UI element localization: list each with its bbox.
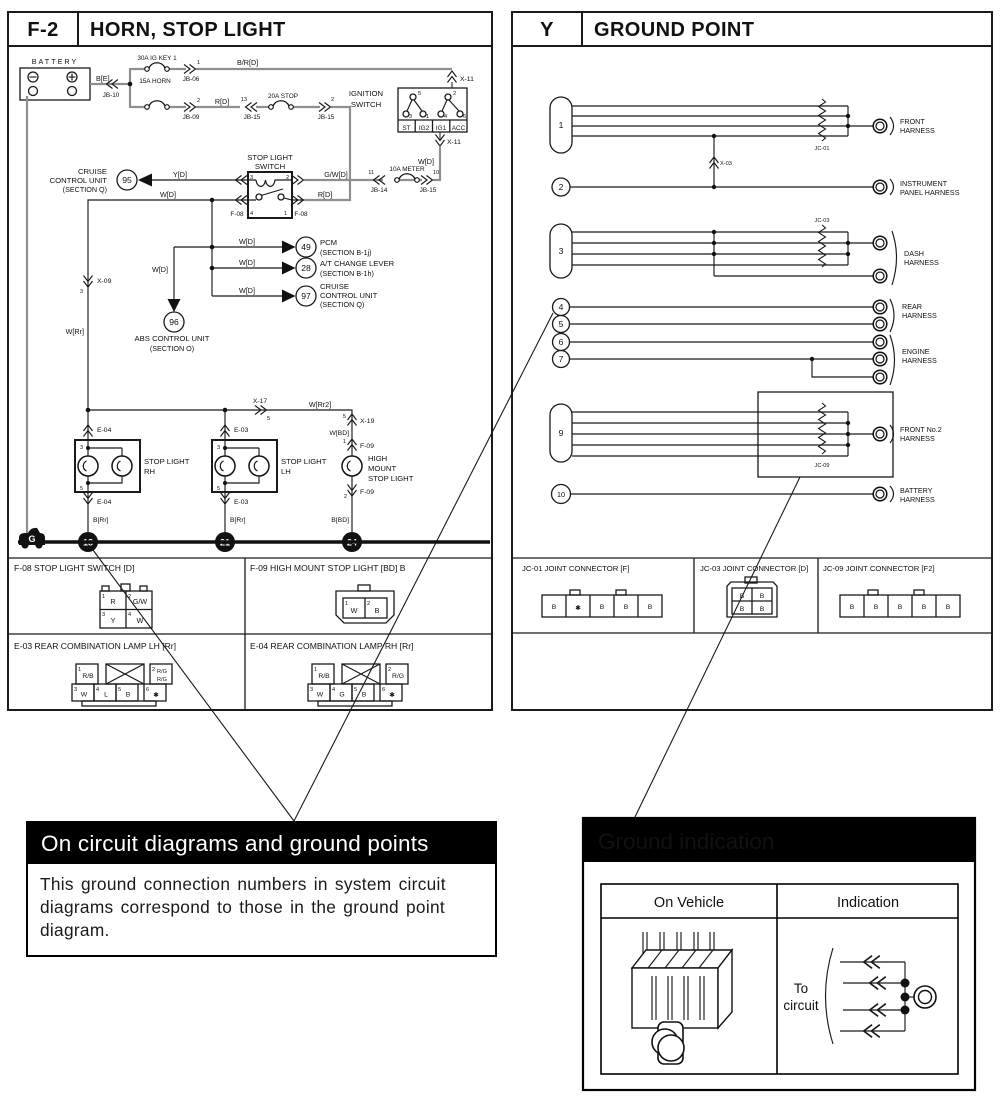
e04-cell-b: B: [361, 691, 367, 699]
cruise95-line1: CRUISE: [77, 167, 107, 176]
panel-horn-stop-light: [8, 12, 492, 710]
circuit-diagrams-callout-body: This ground connection numbers in system circuit diagrams correspond to those in the ground point diagram.: [40, 874, 446, 941]
jc01-cell-2: ✱: [575, 605, 581, 612]
ground-18-number: 18: [82, 537, 94, 548]
ignition-label-2: SWITCH: [350, 100, 382, 109]
joint-connector-zigzag-icon: [819, 99, 826, 141]
sw-pin-2: 2: [286, 175, 290, 181]
connector-chevron-icon: [246, 103, 258, 112]
bulb-icon: [249, 456, 269, 476]
e04-cell-asterisk: ✱: [389, 692, 395, 699]
ground-terminal-icon: [873, 352, 887, 366]
e03-pin-3: 3: [74, 687, 78, 693]
jc01-cell-3: B: [599, 604, 605, 611]
joint-connector-zigzag-icon: [819, 403, 826, 454]
jc09-label: JC-09: [814, 463, 830, 469]
wire-wd: W[D]: [160, 190, 176, 199]
ground-24-number: 24: [346, 537, 358, 548]
front2-line2: HARNESS: [900, 434, 935, 443]
connector-chevron-icon: [448, 71, 457, 83]
lamp-bus: [86, 398, 375, 456]
dash-line2: HARNESS: [904, 258, 939, 267]
f08-right-label: F-08: [294, 211, 308, 218]
ground-terminal-icon: [873, 180, 887, 194]
f09-pin-1: 1: [345, 601, 349, 607]
f09-cell-w: W: [350, 606, 358, 615]
switch-label-1: STOP LIGHT: [247, 153, 293, 162]
fuse-10a: 10A METER: [389, 166, 425, 173]
x19-label: X-19: [360, 418, 375, 425]
at-lever-line1: A/T CHANGE LEVER: [320, 259, 395, 268]
circle-96: 96: [169, 317, 179, 327]
wire-wd5: W[D]: [239, 286, 255, 295]
engine-line2: HARNESS: [902, 356, 937, 365]
f08-pin-1: 1: [102, 594, 106, 600]
e04-pin-bot: 5: [80, 486, 84, 492]
ground-6: 6: [558, 337, 564, 347]
e04-pin-top: 3: [80, 445, 84, 451]
battery-label: BATTERY: [31, 57, 79, 66]
circuit-diagrams-callout-title: On circuit diagrams and ground points: [41, 830, 429, 856]
lamp-lh-line1: STOP LIGHT: [281, 457, 327, 466]
f09-top-pin: 1: [342, 439, 346, 445]
wire-wd3: W[D]: [239, 237, 255, 246]
f09-top-label: F-09: [360, 443, 374, 450]
left-panel-title: HORN, STOP LIGHT: [90, 19, 286, 41]
cruise95-line2: CONTROL UNIT: [49, 176, 107, 185]
col-indication: Indication: [836, 895, 900, 911]
pcm-49: [282, 237, 372, 257]
e03-cell-rb: R/B: [82, 673, 94, 680]
ign-pin-1: 1: [426, 114, 430, 120]
connector-detail-jc03: [700, 564, 808, 617]
bulb-icon: [215, 456, 235, 476]
wire-brd: B/R[D]: [237, 58, 259, 67]
x03-label: X-03: [720, 161, 732, 167]
ground-indication-title: Ground indication: [598, 829, 775, 854]
high-mount-line2: MOUNT: [368, 464, 397, 473]
pcm-line1: PCM: [320, 238, 338, 247]
stop-light-switch: [230, 153, 308, 218]
at-lever-line2: (SECTION B-1h): [320, 269, 374, 278]
front2-line1: FRONT No.2: [900, 425, 942, 434]
connector-chevron-icon: [319, 103, 331, 112]
x17-label: X-17: [252, 398, 268, 405]
jb06-label: JB-06: [182, 76, 200, 83]
wire-bbd: B[BD]: [331, 517, 349, 524]
f09-cell-b: B: [374, 606, 380, 615]
e03-pin-1: 1: [78, 667, 82, 673]
arrow-right-icon: [282, 262, 296, 275]
x17-pin: 5: [267, 416, 271, 422]
wire-wd-ign: W[D]: [418, 157, 434, 166]
dash-line1: DASH: [904, 249, 924, 258]
f08-box-title: F-08 STOP LIGHT SWITCH [D]: [14, 563, 135, 573]
ground-row-1-front: [550, 97, 935, 187]
to-circuit-line2: circuit: [783, 998, 819, 1013]
e04-cell-w: W: [316, 691, 324, 699]
circuit-diagrams-callout-title-bar: [28, 823, 495, 864]
wire-wrr: W[Rr]: [65, 327, 84, 336]
ground-terminal-icon: [873, 300, 887, 314]
jc09-cell-2: B: [873, 604, 879, 611]
joint-connector-zigzag-icon: [819, 225, 826, 267]
ground-terminal-icon: [873, 236, 887, 250]
connector-detail-e03: [14, 641, 176, 706]
fuse-icon: [269, 101, 294, 110]
front-harness-line1: FRONT: [900, 117, 925, 126]
stop-light-lh: [212, 410, 327, 552]
wire-wrr2: W[Rr2]: [308, 400, 332, 409]
e03-cell-l: L: [104, 691, 108, 699]
wire-rd: R[D]: [214, 97, 230, 106]
jc01-cell-5: B: [647, 604, 653, 611]
fuse-30a: 30A IG KEY 1: [137, 55, 177, 62]
e03-pin-5: 5: [118, 687, 122, 693]
circuit-diagrams-callout: [26, 821, 497, 957]
jb10-label: JB-10: [102, 92, 120, 99]
e04-cell-g: G: [339, 691, 345, 699]
arrow-right-icon: [282, 290, 296, 303]
circle-49: 49: [301, 242, 311, 252]
ignition-switch: [349, 71, 474, 166]
arrow-down-icon: [168, 299, 181, 312]
circle-28: 28: [301, 263, 311, 273]
e03-top-label: E-03: [234, 427, 249, 434]
jb15b-pin: 2: [331, 97, 335, 103]
jc09-cell-4: B: [921, 604, 927, 611]
x11-top-label: X-11: [460, 76, 474, 83]
jc03-cell-2: B: [759, 593, 765, 600]
f08-pin-4: 4: [128, 612, 132, 618]
jc09-cell-5: B: [945, 604, 951, 611]
jc01-cell-1: B: [551, 604, 557, 611]
cruise-control-97: [282, 282, 378, 309]
e03-pin-bot: 5: [217, 486, 221, 492]
right-panel-title: GROUND POINT: [594, 19, 755, 41]
ground-terminal-icon: [873, 487, 887, 501]
connector-detail-jc01: [522, 564, 662, 617]
jb09-label: JB-09: [182, 114, 200, 121]
abs-line2: (SECTION O): [149, 344, 195, 353]
x09-label: X-09: [97, 278, 112, 285]
wire-yd: Y[D]: [173, 170, 187, 179]
ground-g-label: G: [28, 534, 36, 544]
ignition-label-1: IGNITION: [348, 89, 384, 98]
wire-wd2: W[D]: [152, 265, 168, 274]
bulb-icon: [112, 456, 132, 476]
cruise97-line2: CONTROL UNIT: [320, 291, 378, 300]
instrument-line1: INSTRUMENT: [900, 179, 948, 188]
front-harness-line2: HARNESS: [900, 126, 935, 135]
fuse-icon: [145, 101, 170, 110]
f08-cell-r: R: [110, 597, 116, 606]
battery-symbol: [20, 57, 90, 100]
arrow-left-icon: [138, 174, 152, 187]
ground-terminal-icon: [873, 370, 887, 384]
col-on-vehicle: On Vehicle: [653, 895, 725, 911]
circle-95: 95: [122, 175, 132, 185]
bulb-icon: [342, 456, 362, 476]
ground-terminal-icon: [873, 335, 887, 349]
high-mount-stop-light: [331, 454, 413, 552]
e04-box-title: E-04 REAR COMBINATION LAMP RH [Rr]: [250, 641, 414, 651]
jb15b-label: JB-15: [317, 114, 335, 121]
connector-chevron-icon: [421, 176, 433, 185]
ign-pin-6: 6: [463, 114, 467, 120]
wire-wbd: W[BD]: [329, 430, 349, 437]
battery-harness-line2: HARNESS: [900, 495, 935, 504]
f08-cell-w: W: [136, 616, 144, 625]
bulb-icon: [78, 456, 98, 476]
e03-cell-rg1: R/G: [157, 669, 167, 675]
wire-b-e: B[E]: [96, 74, 110, 83]
jb14-label: JB-14: [370, 187, 388, 194]
e04-cell-rg: R/G: [391, 673, 405, 680]
switch-label-2: SWITCH: [254, 162, 286, 171]
connector-chevron-icon: [292, 176, 304, 185]
jc01-label: JC-01: [814, 146, 830, 152]
jc01-cell-4: B: [623, 604, 629, 611]
f08-cell-gw: G/W: [132, 597, 148, 606]
f09-pin-2: 2: [367, 601, 371, 607]
ign-cell-st: ST: [402, 125, 411, 132]
wire-brr-lh: B[Rr]: [230, 517, 246, 524]
car-ground-icon: [19, 528, 45, 549]
ign-pin-4: 4: [444, 114, 448, 120]
ign-pin-2: 2: [453, 91, 457, 97]
e03-bot-label: E-03: [234, 499, 249, 506]
e04-pin-5: 5: [354, 687, 358, 693]
ground-terminal-icon: [873, 269, 887, 283]
lamp-rh-line2: RH: [144, 467, 156, 476]
jb14-pin: 11: [368, 170, 374, 176]
f09-bot-label: F-09: [360, 489, 374, 496]
f09-bot-pin: 2: [343, 494, 347, 500]
jb09-pin: 2: [197, 98, 201, 104]
connector-detail-e04: [250, 641, 413, 706]
jb15a-pin: 13: [240, 97, 247, 103]
x11-bottom-label: X-11: [447, 139, 461, 146]
wd-wire-net: [88, 190, 282, 410]
e04-top-label: E-04: [97, 427, 112, 434]
cruise97-line1: CRUISE: [320, 282, 350, 291]
fuse-15a: 15A HORN: [139, 78, 171, 85]
ground-9: 9: [558, 428, 564, 438]
e03-cell-rg2: R/G: [157, 677, 167, 683]
e04-bot-label: E-04: [97, 499, 112, 506]
ground-21-number: 21: [219, 537, 231, 548]
e04-pin-6: 6: [382, 687, 386, 693]
e03-cell-b: B: [125, 691, 131, 699]
abs-control-96: [135, 299, 210, 353]
ign-pin-5: 5: [418, 91, 422, 97]
at-change-lever-28: [282, 258, 395, 278]
jb06-pin: 1: [197, 60, 201, 66]
pcm-line2: (SECTION B-1j): [320, 248, 372, 257]
e04-cell-rb: R/B: [318, 673, 330, 680]
jc03-cell-3: B: [739, 606, 745, 613]
rear-line1: REAR: [902, 302, 922, 311]
e03-pin-6: 6: [146, 687, 150, 693]
x19-pin: 5: [342, 414, 346, 420]
f09-box-title: F-09 HIGH MOUNT STOP LIGHT [BD] B: [250, 563, 406, 573]
fuse-icon: [145, 63, 170, 72]
wire-rd2: R[D]: [317, 190, 333, 199]
high-mount-line1: HIGH: [368, 454, 388, 463]
sw-pin-1: 1: [284, 211, 288, 217]
ground-row-2-instrument: [552, 178, 960, 197]
fuse-20a: 20A STOP: [267, 93, 299, 100]
e04-pin-3: 3: [310, 687, 314, 693]
ground-4: 4: [558, 302, 564, 312]
e03-pin-4: 4: [96, 687, 100, 693]
panel-ground-point: [512, 12, 992, 710]
ign-cell-ig1: IG1: [435, 125, 447, 132]
jc09-cell-1: B: [849, 604, 855, 611]
connector-detail-jc09: [823, 564, 960, 617]
circle-97: 97: [301, 291, 311, 301]
ign-cell-ig2: IG2: [418, 125, 430, 132]
f08-left-label: F-08: [230, 211, 244, 218]
ground-row-10-battery: [552, 485, 935, 505]
sw-pin-4: 4: [250, 211, 254, 217]
jb15c-pin: 10: [433, 170, 440, 176]
jc03-cell-4: B: [759, 606, 765, 613]
jc01-box-title: JC-01 JOINT CONNECTOR [F]: [522, 564, 630, 573]
connector-detail-f09: [250, 563, 406, 623]
left-panel-code: F-2: [27, 19, 59, 41]
jb15c-label: JB-15: [419, 187, 437, 194]
jc03-box-title: JC-03 JOINT CONNECTOR [D]: [700, 564, 809, 573]
ground-row-3-dash: [550, 218, 939, 285]
e03-pin-top: 3: [217, 445, 221, 451]
f08-cell-y: Y: [110, 616, 116, 625]
engine-line1: ENGINE: [902, 347, 930, 356]
jc09-box-title: JC-09 JOINT CONNECTOR [F2]: [823, 564, 935, 573]
ground-2: 2: [558, 182, 564, 192]
lamp-rh-line1: STOP LIGHT: [144, 457, 190, 466]
f08-pin-3: 3: [102, 612, 106, 618]
sw-pin-3: 3: [250, 175, 254, 181]
e04-pin-4: 4: [332, 687, 336, 693]
ground-5: 5: [558, 319, 564, 329]
wire-wd4: W[D]: [239, 258, 255, 267]
f08-pin-2: 2: [128, 594, 132, 600]
ign-pin-3: 3: [409, 114, 413, 120]
ground-terminal-icon: [873, 427, 887, 441]
x09-pin: 3: [79, 289, 83, 295]
wire-gwd: G/W[D]: [324, 170, 348, 179]
ign-cell-acc: ACC: [451, 125, 466, 132]
cruise97-line3: (SECTION Q): [320, 300, 365, 309]
ground-rows-4-7: [553, 299, 937, 386]
e03-cell-w: W: [80, 691, 88, 699]
stop-light-rh: [75, 410, 190, 552]
lamp-lh-line2: LH: [281, 467, 291, 476]
e04-pin-1: 1: [314, 667, 318, 673]
battery-harness-line1: BATTERY: [900, 486, 933, 495]
ground-row-9-front-no2: [550, 392, 942, 477]
e04-pin-2: 2: [388, 667, 392, 673]
jb15a-label: JB-15: [243, 114, 261, 121]
high-mount-line3: STOP LIGHT: [368, 474, 414, 483]
jc03-label: JC-03: [814, 218, 830, 224]
ground-indication-callout: [583, 818, 975, 1090]
abs-line1: ABS CONTROL UNIT: [134, 334, 210, 343]
e03-cell-asterisk: ✱: [153, 692, 159, 699]
jc09-cell-3: B: [897, 604, 903, 611]
ground-terminal-icon: [873, 317, 887, 331]
rear-line2: HARNESS: [902, 311, 937, 320]
cruise-control-95: [50, 167, 234, 194]
ground-terminal-icon: [873, 119, 887, 133]
wire-brr-rh: B[Rr]: [93, 517, 109, 524]
e03-box-title: E-03 REAR COMBINATION LAMP LH [Rr]: [14, 641, 177, 651]
right-panel-code: Y: [540, 19, 554, 41]
e03-pin-2: 2: [152, 667, 156, 673]
ground-10: 10: [557, 490, 565, 499]
arrow-right-icon: [282, 241, 296, 254]
ground-7: 7: [558, 354, 564, 364]
instrument-line2: PANEL HARNESS: [900, 188, 960, 197]
cruise95-line3: (SECTION Q): [62, 185, 107, 194]
to-circuit-line1: To: [793, 981, 809, 996]
ground-1: 1: [558, 120, 564, 130]
connector-detail-f08: [14, 563, 152, 628]
ground-3: 3: [558, 246, 564, 256]
jc03-cell-1: B: [739, 593, 745, 600]
